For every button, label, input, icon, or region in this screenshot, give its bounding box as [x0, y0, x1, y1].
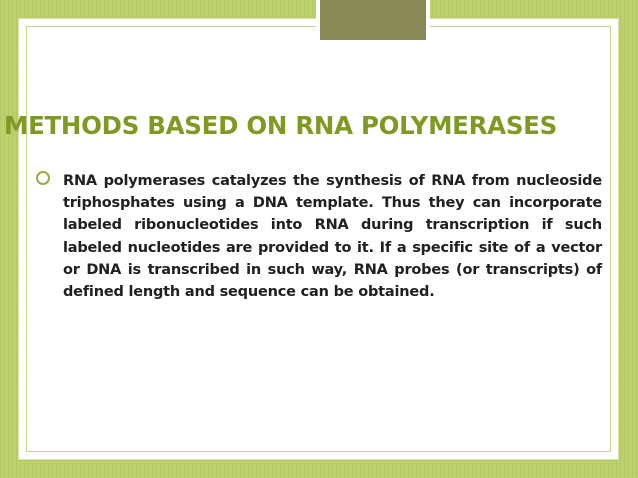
hollow-circle-bullet-icon [36, 171, 50, 185]
header-tab-accent [320, 0, 426, 40]
bullet-text: RNA polymerases catalyzes the synthesis of RNA from nucleoside triphosphates using a DNA template. Thus they can incorporate labeled ribonucleotides into RNA during transcription if such labeled nucleotides are provided to it. If a specific site of a vector or DNA is transcribed in such way, RNA probes (or transcripts) of defined length and sequence can be obtained. [63, 173, 602, 301]
slide-title: METHODS BASED ON RNA POLYMERASES [4, 111, 557, 140]
